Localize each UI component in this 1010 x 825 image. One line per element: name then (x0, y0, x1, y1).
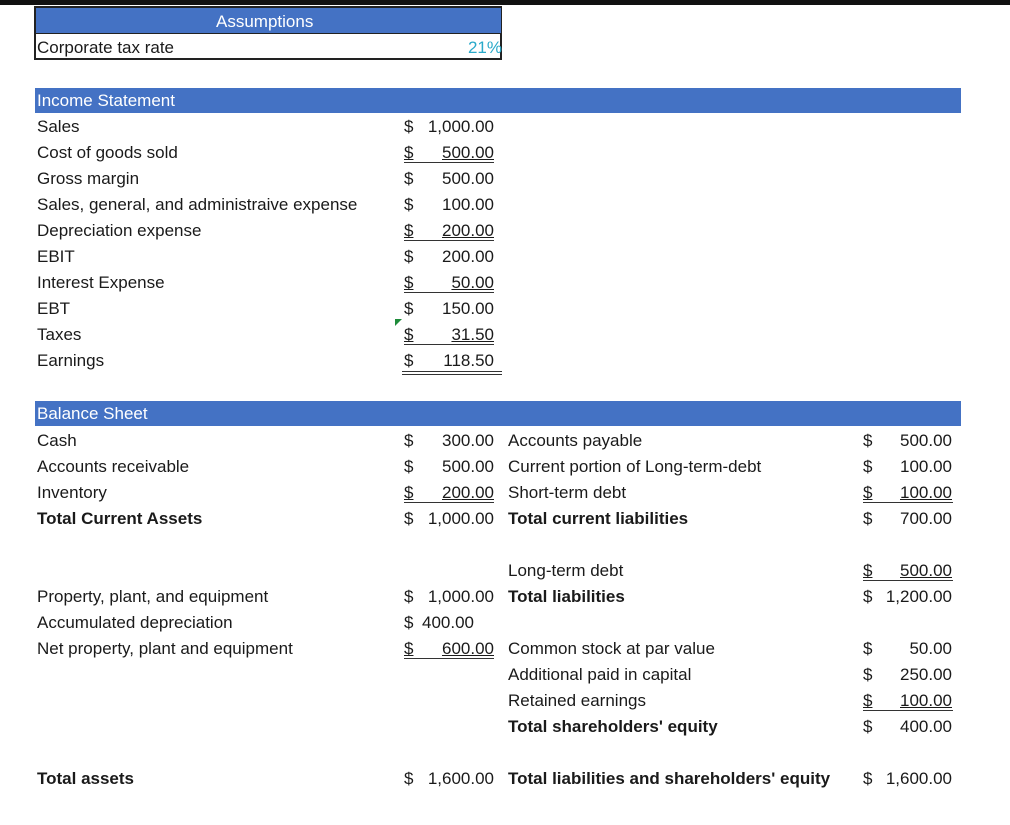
is-sga-value[interactable]: 100.00 (442, 195, 494, 214)
bs-ltd-underline (863, 580, 953, 581)
bs-tcl-currency: $ (863, 509, 873, 528)
is-depr-label[interactable]: Depreciation expense (37, 221, 202, 240)
is-earnings-double-underline-1 (402, 371, 502, 372)
bs-cpltd-value[interactable]: 100.00 (900, 457, 952, 476)
is-taxes-label[interactable]: Taxes (37, 325, 82, 344)
bs-total-assets-value[interactable]: 1,600.00 (427, 769, 494, 788)
bs-inventory-underline (404, 502, 494, 503)
is-interest-value[interactable]: 50.00 (451, 273, 494, 292)
cell-note-marker (395, 319, 402, 326)
is-taxes-underline (404, 344, 494, 345)
bs-ap-value[interactable]: 500.00 (900, 431, 952, 450)
bs-netppe-underline (404, 658, 494, 659)
bs-ppe-value[interactable]: 1,000.00 (427, 587, 494, 606)
bs-inventory-value[interactable]: 200.00 (442, 483, 494, 502)
bs-netppe-currency: $ (404, 639, 414, 658)
bs-tl-value[interactable]: 1,200.00 (885, 587, 952, 606)
is-taxes-currency: $ (404, 325, 414, 344)
bs-tca-value[interactable]: 1,000.00 (427, 509, 494, 528)
tax-rate-label[interactable]: Corporate tax rate (37, 38, 175, 57)
bs-cash-label[interactable]: Cash (37, 431, 77, 450)
is-depr-currency: $ (404, 221, 414, 240)
bs-std-underline (863, 502, 953, 503)
bs-cash-currency: $ (404, 431, 414, 450)
bs-cs-label[interactable]: Common stock at par value (508, 639, 715, 658)
bs-ppe-label[interactable]: Property, plant, and equipment (37, 587, 269, 606)
tax-rate-value[interactable]: 21% (467, 38, 502, 57)
bs-tlse-currency: $ (863, 769, 873, 788)
bs-tl-currency: $ (863, 587, 873, 606)
bs-apic-label[interactable]: Additional paid in capital (508, 665, 692, 684)
is-sga-label[interactable]: Sales, general, and administraive expense (37, 195, 358, 214)
bs-cpltd-currency: $ (863, 457, 873, 476)
bs-inventory-label[interactable]: Inventory (37, 483, 107, 502)
is-ebit-label[interactable]: EBIT (37, 247, 75, 266)
bs-ppe-currency: $ (404, 587, 414, 606)
bs-cs-currency: $ (863, 639, 873, 658)
bs-apic-value[interactable]: 250.00 (900, 665, 952, 684)
bs-re-label[interactable]: Retained earnings (508, 691, 646, 710)
bs-ltd-label[interactable]: Long-term debt (508, 561, 624, 580)
is-earnings-double-underline-2 (402, 374, 502, 375)
bs-ltd-value[interactable]: 500.00 (900, 561, 952, 580)
is-ebt-currency: $ (404, 299, 414, 318)
assumptions-title: Assumptions (216, 12, 314, 31)
bs-ar-label[interactable]: Accounts receivable (37, 457, 190, 476)
bs-accdep-currency: $ (404, 613, 414, 632)
bs-std-label[interactable]: Short-term debt (508, 483, 627, 502)
bs-re-currency: $ (863, 691, 873, 710)
is-gross-currency: $ (404, 169, 414, 188)
is-sga-currency: $ (404, 195, 414, 214)
bs-netppe-label[interactable]: Net property, plant and equipment (37, 639, 293, 658)
is-interest-underline (404, 292, 494, 293)
is-interest-label[interactable]: Interest Expense (37, 273, 165, 292)
bs-tse-value[interactable]: 400.00 (900, 717, 952, 736)
bs-tlse-value[interactable]: 1,600.00 (885, 769, 952, 788)
is-earnings-value[interactable]: 118.50 (443, 351, 494, 370)
is-cogs-label[interactable]: Cost of goods sold (37, 143, 178, 162)
bs-inventory-currency: $ (404, 483, 414, 502)
bs-tca-label[interactable]: Total Current Assets (37, 509, 203, 528)
bs-netppe-value[interactable]: 600.00 (442, 639, 494, 658)
bs-tcl-label[interactable]: Total current liabilities (508, 509, 689, 528)
bs-accdep-label[interactable]: Accumulated depreciation (37, 613, 233, 632)
is-gross-value[interactable]: 500.00 (442, 169, 494, 188)
bs-apic-currency: $ (863, 665, 873, 684)
bs-accdep-value[interactable]: 400.00 (422, 613, 474, 632)
bs-tca-currency: $ (404, 509, 414, 528)
bs-tse-label[interactable]: Total shareholders' equity (508, 717, 718, 736)
balance-sheet-header[interactable]: Balance Sheet (35, 401, 961, 426)
sheet-top-edge (0, 0, 1010, 5)
is-depr-underline (404, 240, 494, 241)
is-ebt-value[interactable]: 150.00 (442, 299, 494, 318)
is-sales-label[interactable]: Sales (37, 117, 80, 136)
assumptions-divider (36, 33, 501, 34)
is-gross-label[interactable]: Gross margin (37, 169, 140, 188)
is-earnings-label[interactable]: Earnings (37, 351, 105, 370)
is-cogs-underline (404, 162, 494, 163)
bs-ap-currency: $ (863, 431, 873, 450)
is-depr-value[interactable]: 200.00 (442, 221, 494, 240)
bs-cs-value[interactable]: 50.00 (909, 639, 952, 658)
bs-ltd-currency: $ (863, 561, 873, 580)
bs-total-assets-label[interactable]: Total assets (37, 769, 135, 788)
bs-ap-label[interactable]: Accounts payable (508, 431, 643, 450)
bs-std-currency: $ (863, 483, 873, 502)
is-cogs-currency: $ (404, 143, 414, 162)
bs-cpltd-label[interactable]: Current portion of Long-term-debt (508, 457, 762, 476)
bs-ar-currency: $ (404, 457, 414, 476)
bs-tcl-value[interactable]: 700.00 (900, 509, 952, 528)
is-sales-value[interactable]: 1,000.00 (427, 117, 494, 136)
bs-tse-currency: $ (863, 717, 873, 736)
is-ebit-currency: $ (404, 247, 414, 266)
bs-tl-label[interactable]: Total liabilities (508, 587, 625, 606)
bs-re-value[interactable]: 100.00 (900, 691, 952, 710)
bs-re-underline (863, 710, 953, 711)
is-sales-currency: $ (404, 117, 414, 136)
is-interest-currency: $ (404, 273, 414, 292)
bs-tlse-label[interactable]: Total liabilities and shareholders' equity (508, 769, 831, 788)
is-cogs-value[interactable]: 500.00 (442, 143, 494, 162)
is-ebt-label[interactable]: EBT (37, 299, 71, 318)
is-ebit-value[interactable]: 200.00 (442, 247, 494, 266)
bs-std-value[interactable]: 100.00 (900, 483, 952, 502)
bs-total-assets-currency: $ (404, 769, 414, 788)
income-statement-header[interactable]: Income Statement (35, 88, 961, 113)
is-taxes-value[interactable]: 31.50 (451, 325, 494, 344)
bs-ar-value[interactable]: 500.00 (442, 457, 494, 476)
is-earnings-currency: $ (404, 351, 414, 370)
bs-cash-value[interactable]: 300.00 (442, 431, 494, 450)
